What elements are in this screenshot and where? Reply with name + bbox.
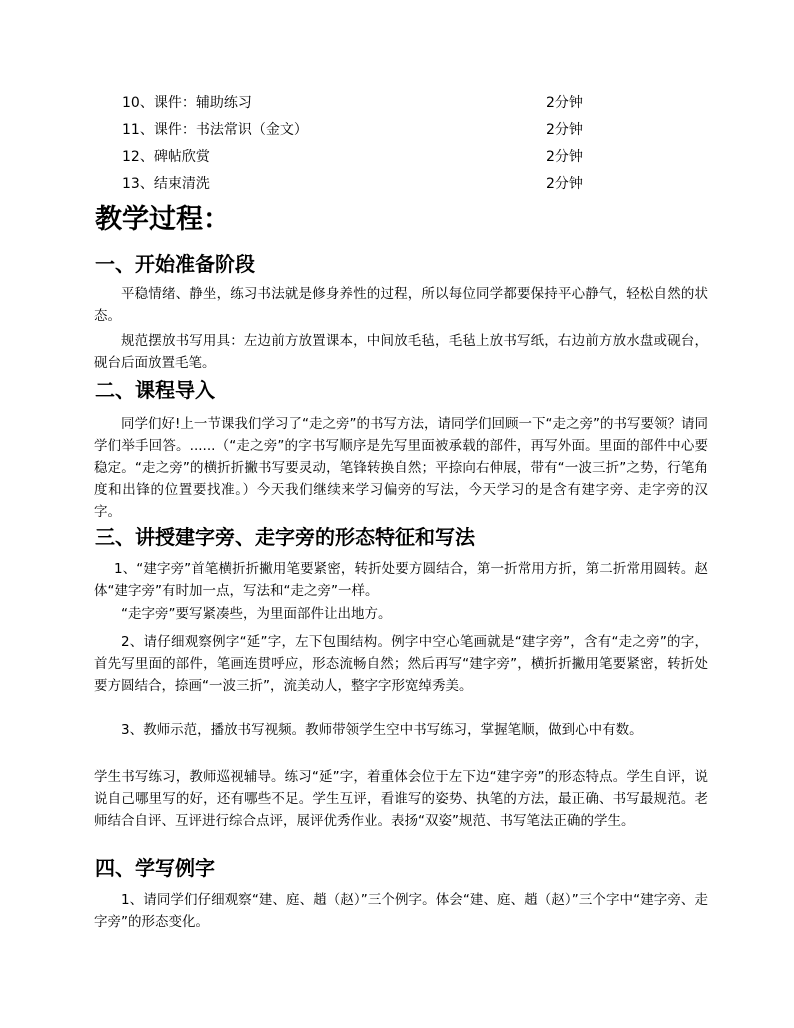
- paragraph: 1、请同学们仔细观察“建、庭、趙（赵）”三个例字。体会“建、庭、趙（赵）”三个字中“建字旁、走字旁”的形态变化。: [94, 892, 708, 930]
- paragraph: “走字旁”要写紧凑些，为里面部件让出地方。: [121, 606, 392, 622]
- paragraph: 平稳情绪、静坐，练习书法就是修身养性的过程，所以每位同学都要保持平心静气，轻松自然的状态。: [94, 286, 708, 324]
- paragraph: 学生书写练习，教师巡视辅导。练习“延”字，着重体会位于左下边“建字旁”的形态特点。学生自评，说说自己哪里写的好，还有哪些不足。学生互评，看谁写的姿势、执笔的方法，最正确、书写最规范。老师结合自评、互评进行综合点评，展评优秀作业。表扬“双姿”规范、书写笔法正确的学生。: [94, 769, 708, 829]
- section-heading: 四、学写例字: [95, 856, 215, 880]
- paragraph: 规范摆放书写用具：左边前方放置课本，中间放毛毡，毛毡上放书写纸，右边前方放水盘或砚台，砚台后面放置毛笔。: [94, 333, 708, 371]
- paragraph: 1、“建字旁”首笔横折折撇用笔要紧密，转折处要方圆结合，第一折常用方折，第二折常用圆转。赵体“建字旁”有时加一点，写法和“走之旁”一样。: [94, 561, 708, 599]
- paragraph: 2、请仔细观察例字“延”字，左下包围结构。例字中空心笔画就是“建字旁”，含有“走之旁”的字，首先写里面的部件，笔画连贯呼应，形态流畅自然；然后再写“建字旁”，横折折撇用笔要紧密，转折处要方圆结合，捺画“一波三折”，流美动人，整字字形宽绰秀美。: [94, 634, 708, 694]
- schedule-item-duration: 2分钟: [546, 149, 583, 165]
- schedule-item-label: 11、课件：书法常识（金文）: [122, 122, 308, 138]
- section-heading: 二、课程导入: [95, 378, 215, 402]
- paragraph: 3、教师示范，播放书写视频。教师带领学生空中书写练习，掌握笔顺，做到心中有数。: [121, 722, 643, 738]
- section-heading: 一、开始准备阶段: [95, 252, 255, 276]
- schedule-item-duration: 2分钟: [546, 95, 583, 111]
- schedule-row: [122, 90, 592, 116]
- schedule-item-label: 12、碑帖欣赏: [122, 149, 210, 165]
- section-heading: 三、讲授建字旁、走字旁的形态特征和写法: [95, 525, 475, 549]
- schedule-row: [122, 144, 592, 170]
- schedule-row: [122, 117, 592, 143]
- schedule-item-label: 13、结束清洗: [122, 176, 210, 192]
- main-title: 教学过程：: [95, 204, 230, 235]
- schedule-item-duration: 2分钟: [546, 176, 583, 192]
- schedule-item-label: 10、课件：辅助练习: [122, 95, 252, 111]
- schedule-row: [122, 171, 592, 197]
- paragraph: 同学们好!上一节课我们学习了“走之旁”的书写方法，请同学们回顾一下“走之旁”的书写要领？请同学们举手回答。......（“走之旁”的字书写顺序是先写里面被承载的部件，再写外面。里面的部件中心要稳定。“走之旁”的横折折撇书写要灵动，笔锋转换自然；平捺向右伸展，带有“一波三折”之势，行笔角度和出锋的位置要找准。）今天我们继续来学习偏旁的写法，今天学习的是含有建字旁、走字旁的汉字。: [94, 416, 708, 520]
- schedule-item-duration: 2分钟: [546, 122, 583, 138]
